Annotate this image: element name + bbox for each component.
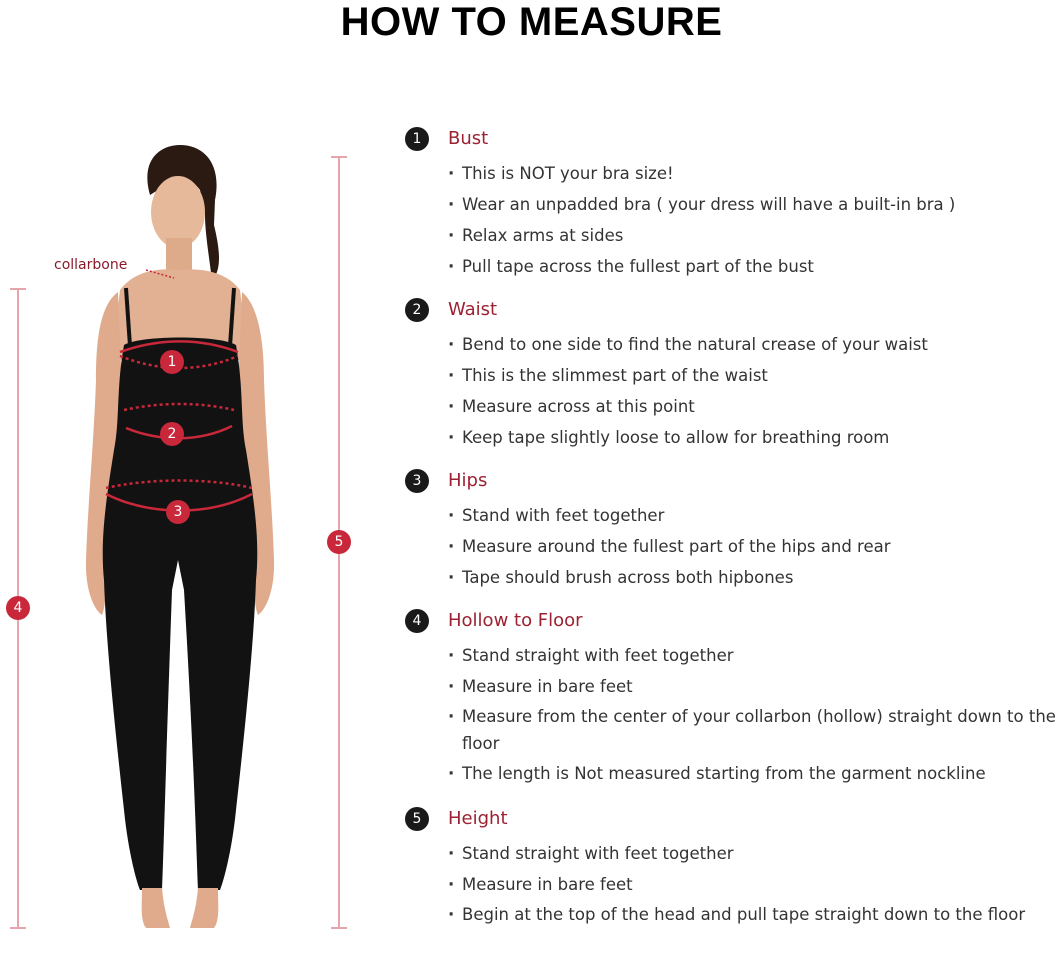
list-item: · Measure from the center of your collarbon (hollow) straight down to the floor (448, 703, 1063, 757)
list-item: · Stand straight with feet together (448, 839, 1063, 868)
figure-number-hollow-to-floor: 4 (6, 596, 30, 620)
left-foot (142, 888, 170, 928)
section-hips (405, 468, 1063, 587)
list-item: · Stand straight with feet together (448, 641, 1063, 670)
section-title: Waist (448, 299, 498, 320)
figure-number-hips: 3 (166, 500, 190, 524)
section-number-badge: 5 (405, 807, 429, 831)
figure-number-height: 5 (327, 530, 351, 554)
section-number-badge: 4 (405, 609, 429, 633)
list-item: · Bend to one side to find the natural crease of your waist (448, 330, 1063, 359)
section-header (405, 608, 1063, 634)
list-item: · Tape should brush across both hipbones (448, 563, 1063, 592)
list-item: · Relax arms at sides (448, 221, 1063, 250)
collarbone-label: collarbone (54, 257, 128, 273)
section-bust (405, 126, 1063, 276)
figure-number-waist: 2 (160, 422, 184, 446)
section-header (405, 126, 1063, 152)
list-item: · This is the slimmest part of the waist (448, 361, 1063, 390)
right-foot (190, 888, 218, 928)
bullet-list (448, 641, 1063, 790)
list-item: · The length is Not measured starting from the garment nockline (448, 759, 1063, 788)
list-item: · This is NOT your bra size! (448, 159, 1063, 188)
section-title: Bust (448, 128, 489, 149)
face-shape (151, 176, 205, 248)
section-hollow-to-floor (405, 608, 1063, 783)
bullet-list (448, 159, 1063, 283)
section-header (405, 468, 1063, 494)
body-figure-illustration (0, 120, 390, 954)
black-bodysuit (103, 338, 258, 891)
section-number-badge: 1 (405, 127, 429, 151)
list-item: · Measure around the fullest part of the hips and rear (448, 532, 1063, 561)
section-number-badge: 2 (405, 298, 429, 322)
section-header (405, 806, 1063, 832)
section-height (405, 806, 1063, 924)
list-item: · Pull tape across the fullest part of the bust (448, 252, 1063, 281)
list-item: · Stand with feet together (448, 501, 1063, 530)
bullet-list (448, 330, 1063, 454)
list-item: · Begin at the top of the head and pull tape straight down to the floor (448, 901, 1063, 928)
bullet-list (448, 839, 1063, 930)
section-waist (405, 297, 1063, 447)
figure-number-bust: 1 (160, 350, 184, 374)
section-header (405, 297, 1063, 323)
section-title: Hips (448, 470, 488, 491)
section-title: Hollow to Floor (448, 610, 583, 631)
page-title: HOW TO MEASURE (340, 0, 723, 44)
list-item: · Keep tape slightly loose to allow for breathing room (448, 423, 1063, 452)
list-item: · Measure in bare feet (448, 672, 1063, 701)
section-number-badge: 3 (405, 469, 429, 493)
list-item: · Wear an unpadded bra ( your dress will have a built-in bra ) (448, 190, 1063, 219)
list-item: · Measure in bare feet (448, 870, 1063, 899)
bullet-list (448, 501, 1063, 594)
section-title: Height (448, 808, 508, 829)
list-item: · Measure across at this point (448, 392, 1063, 421)
